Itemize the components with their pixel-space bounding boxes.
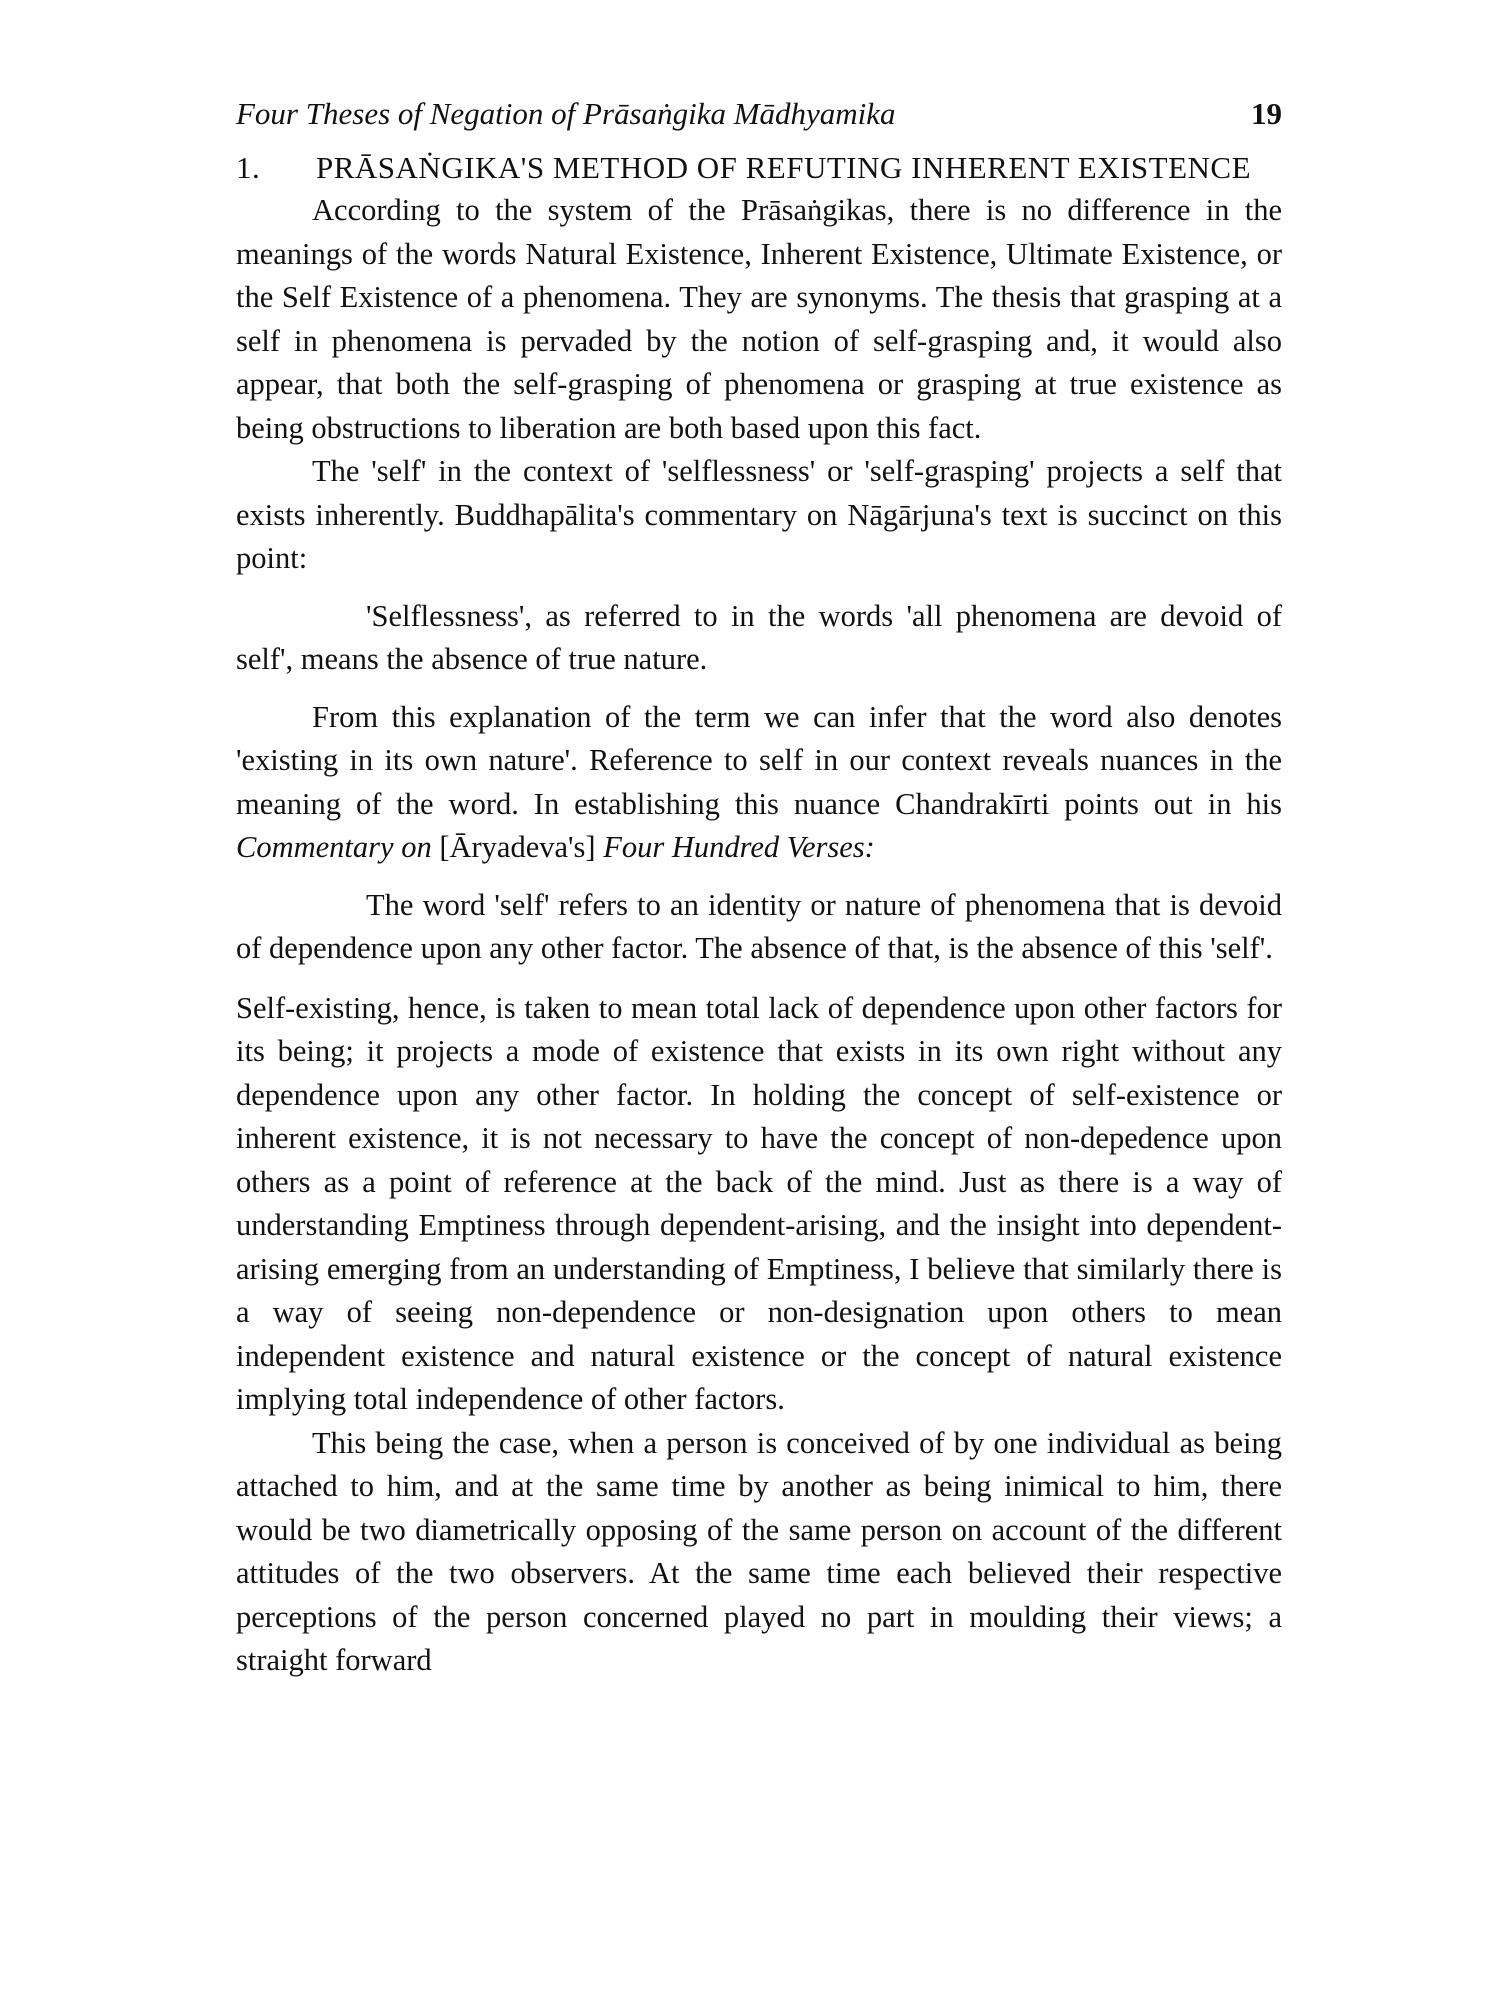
section-heading	[236, 146, 1282, 190]
block-quote	[236, 595, 1282, 682]
work-title: Commentary on	[236, 830, 432, 864]
paragraph-text: From this explanation of the term we can infer that the word also denotes 'existing in its own nature'. Reference to self in our context reveals nuances in the meaning of the word. In establishing this nuance Chandrakīrti points out in his	[236, 699, 1282, 821]
page-number: 19	[1251, 96, 1282, 131]
book-page	[236, 92, 1282, 1683]
work-title: Four Hundred Verses:	[603, 830, 875, 864]
running-header	[236, 92, 1282, 136]
paragraph-text: [Āryadeva's]	[431, 830, 604, 864]
quote-text: The word 'self' refers to an identity or nature of phenomena that is devoid of dependence upon any other factor. The absence of that, is the absence of this 'self'.	[236, 887, 1282, 965]
paragraph: The 'self' in the context of 'selflessness' or 'self-grasping' projects a self that exists inherently. Buddhapālita's commentary on Nāgārjuna's text is succinct on this point:	[236, 454, 1282, 575]
running-title: Four Theses of Negation of Prāsaṅgika Mādhyamika	[236, 96, 896, 131]
paragraph	[236, 696, 1282, 870]
section-title: PRĀSAṄGIKA'S METHOD OF REFUTING INHERENT EXISTENCE	[316, 149, 1252, 185]
section-number: 1.	[236, 149, 261, 185]
paragraph: This being the case, when a person is conceived of by one individual as being attached to him, and at the same time by another as being inimical to him, there would be two diametrically opposing of the same person on account of the different attitudes of the two observers. At the same time each believed their respective perceptions of the person concerned played no part in moulding their views; a straight forward	[236, 1425, 1282, 1677]
paragraph: According to the system of the Prāsaṅgikas, there is no difference in the meanings of the words Natural Existence, Inherent Existence, Ultimate Existence, or the Self Existence of a phenomena. They are synonyms. The thesis that grasping at a self in phenomena is pervaded by the notion of self-grasping and, it would also appear, that both the self-grasping of phenomena or grasping at true existence as being obstructions to liberation are both based upon this fact.	[236, 193, 1282, 445]
quote-text: 'Selflessness', as referred to in the words 'all phenomena are devoid of self', means the absence of true nature.	[236, 598, 1282, 676]
paragraph: Self-existing, hence, is taken to mean total lack of dependence upon other factors for its being; it projects a mode of existence that exists in its own right without any dependence upon any other factor. In holding the concept of self-existence or inherent existence, it is not necessary to have the concept of non-depedence upon others as a point of reference at the back of the mind. Just as there is a way of understanding Emptiness through dependent-arising, and the insight into dependent-arising emerging from an understanding of Emptiness, I believe that similarly there is a way of seeing non-dependence or non-designation upon others to mean independent existence and natural existence or the concept of natural existence implying total independence of other factors.	[236, 990, 1282, 1416]
block-quote	[236, 884, 1282, 971]
